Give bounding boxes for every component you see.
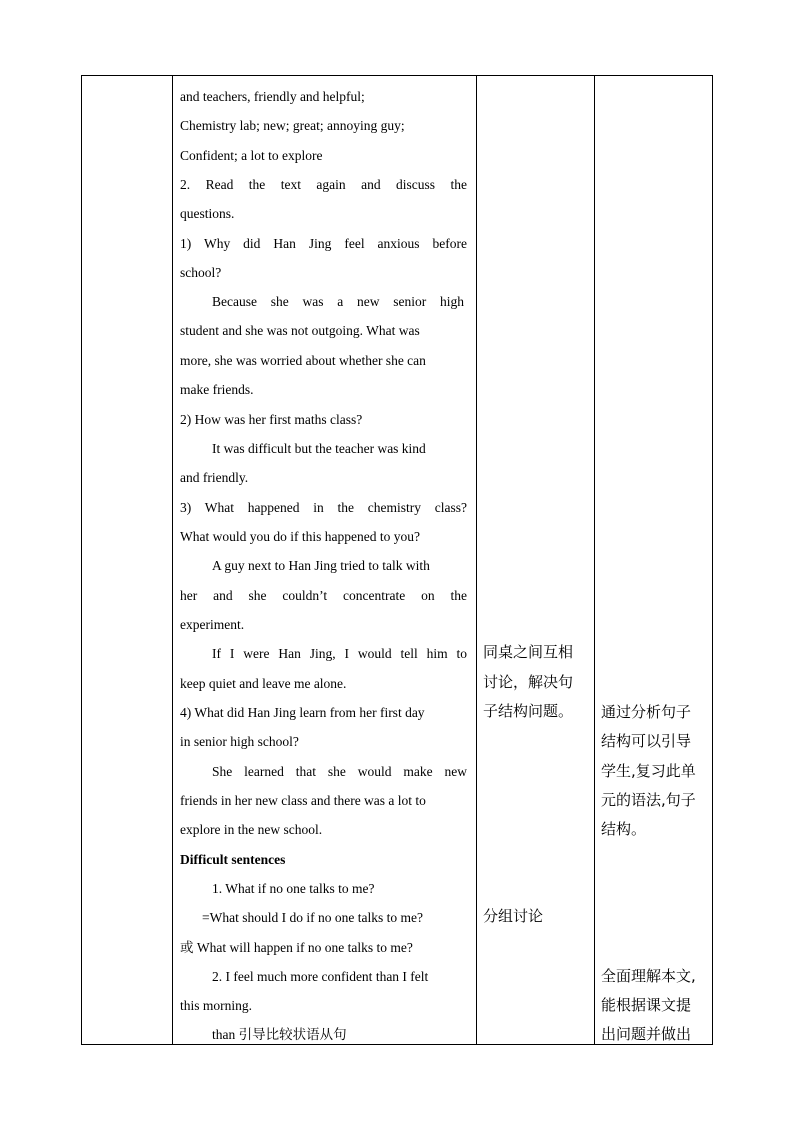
intent-line: 元的语法,句子 xyxy=(601,791,696,809)
text-line: =What should I do if no one talks to me? xyxy=(202,910,423,925)
section-heading: Difficult sentences xyxy=(180,852,286,867)
text-line: her and she couldn’t concentrate on the xyxy=(180,588,467,603)
text-line: It was difficult but the teacher was kind xyxy=(212,441,426,456)
text-line: in senior high school? xyxy=(180,734,299,749)
text-line: If I were Han Jing, I would tell him to xyxy=(212,646,467,661)
text-line: She learned that she would make new xyxy=(212,764,467,779)
teaching-content-cell xyxy=(173,76,476,1044)
intent-line: 学生,复习此单 xyxy=(601,762,696,780)
text-line: 1) Why did Han Jing feel anxious before xyxy=(180,236,467,251)
text-line: A guy next to Han Jing tried to talk with xyxy=(212,558,430,573)
intent-line: 能根据课文提 xyxy=(601,996,692,1014)
intent-line: 结构。 xyxy=(601,820,647,838)
activity-line: 讨论，解决句 xyxy=(483,673,574,691)
stage-column-cell xyxy=(82,76,172,1044)
text-line: Because she was a new senior high xyxy=(212,294,464,309)
text-line: and teachers, friendly and helpful; xyxy=(180,89,365,104)
text-line: than 引导比较状语从句 xyxy=(212,1027,347,1042)
activity-line: 同桌之间互相 xyxy=(483,643,574,661)
text-line: 2. I feel much more confident than I felt xyxy=(212,969,429,984)
text-line: this morning. xyxy=(180,998,253,1013)
text-line: 3) What happened in the chemistry class? xyxy=(180,500,467,515)
text-line: Confident; a lot to explore xyxy=(180,148,323,163)
text-line: student and she was not outgoing. What was xyxy=(180,323,420,338)
text-line: experiment. xyxy=(180,617,245,632)
text-line: 4) What did Han Jing learn from her first day xyxy=(180,705,425,720)
text-line: Chemistry lab; new; great; annoying guy; xyxy=(180,118,405,133)
text-line: more, she was worried about whether she can xyxy=(180,353,426,368)
activity-line: 子结构问题。 xyxy=(483,702,574,720)
group-discussion-label: 分组讨论 xyxy=(483,907,544,925)
text-line: explore in the new school. xyxy=(180,822,323,837)
text-line: friends in her new class and there was a lot to xyxy=(180,793,426,808)
student-activity-cell xyxy=(477,76,594,1044)
text-line: 或 What will happen if no one talks to me? xyxy=(180,940,413,955)
text-line: questions. xyxy=(180,206,235,221)
design-intent-cell xyxy=(595,76,712,1044)
intent-line: 全面理解本文, xyxy=(601,967,696,985)
table-right-border xyxy=(712,75,713,1045)
text-line: school? xyxy=(180,265,222,280)
text-line: and friendly. xyxy=(180,470,249,485)
text-line: 2) How was her first maths class? xyxy=(180,412,363,427)
text-line: keep quiet and leave me alone. xyxy=(180,676,347,691)
text-line: What would you do if this happened to you? xyxy=(180,529,420,544)
intent-line: 通过分析句子 xyxy=(601,703,692,721)
text-line: make friends. xyxy=(180,382,254,397)
intent-line: 出问题并做出 xyxy=(601,1025,692,1043)
text-line: 2. Read the text again and discuss the xyxy=(180,177,467,192)
intent-line: 结构可以引导 xyxy=(601,732,692,750)
text-line: 1. What if no one talks to me? xyxy=(212,881,375,896)
